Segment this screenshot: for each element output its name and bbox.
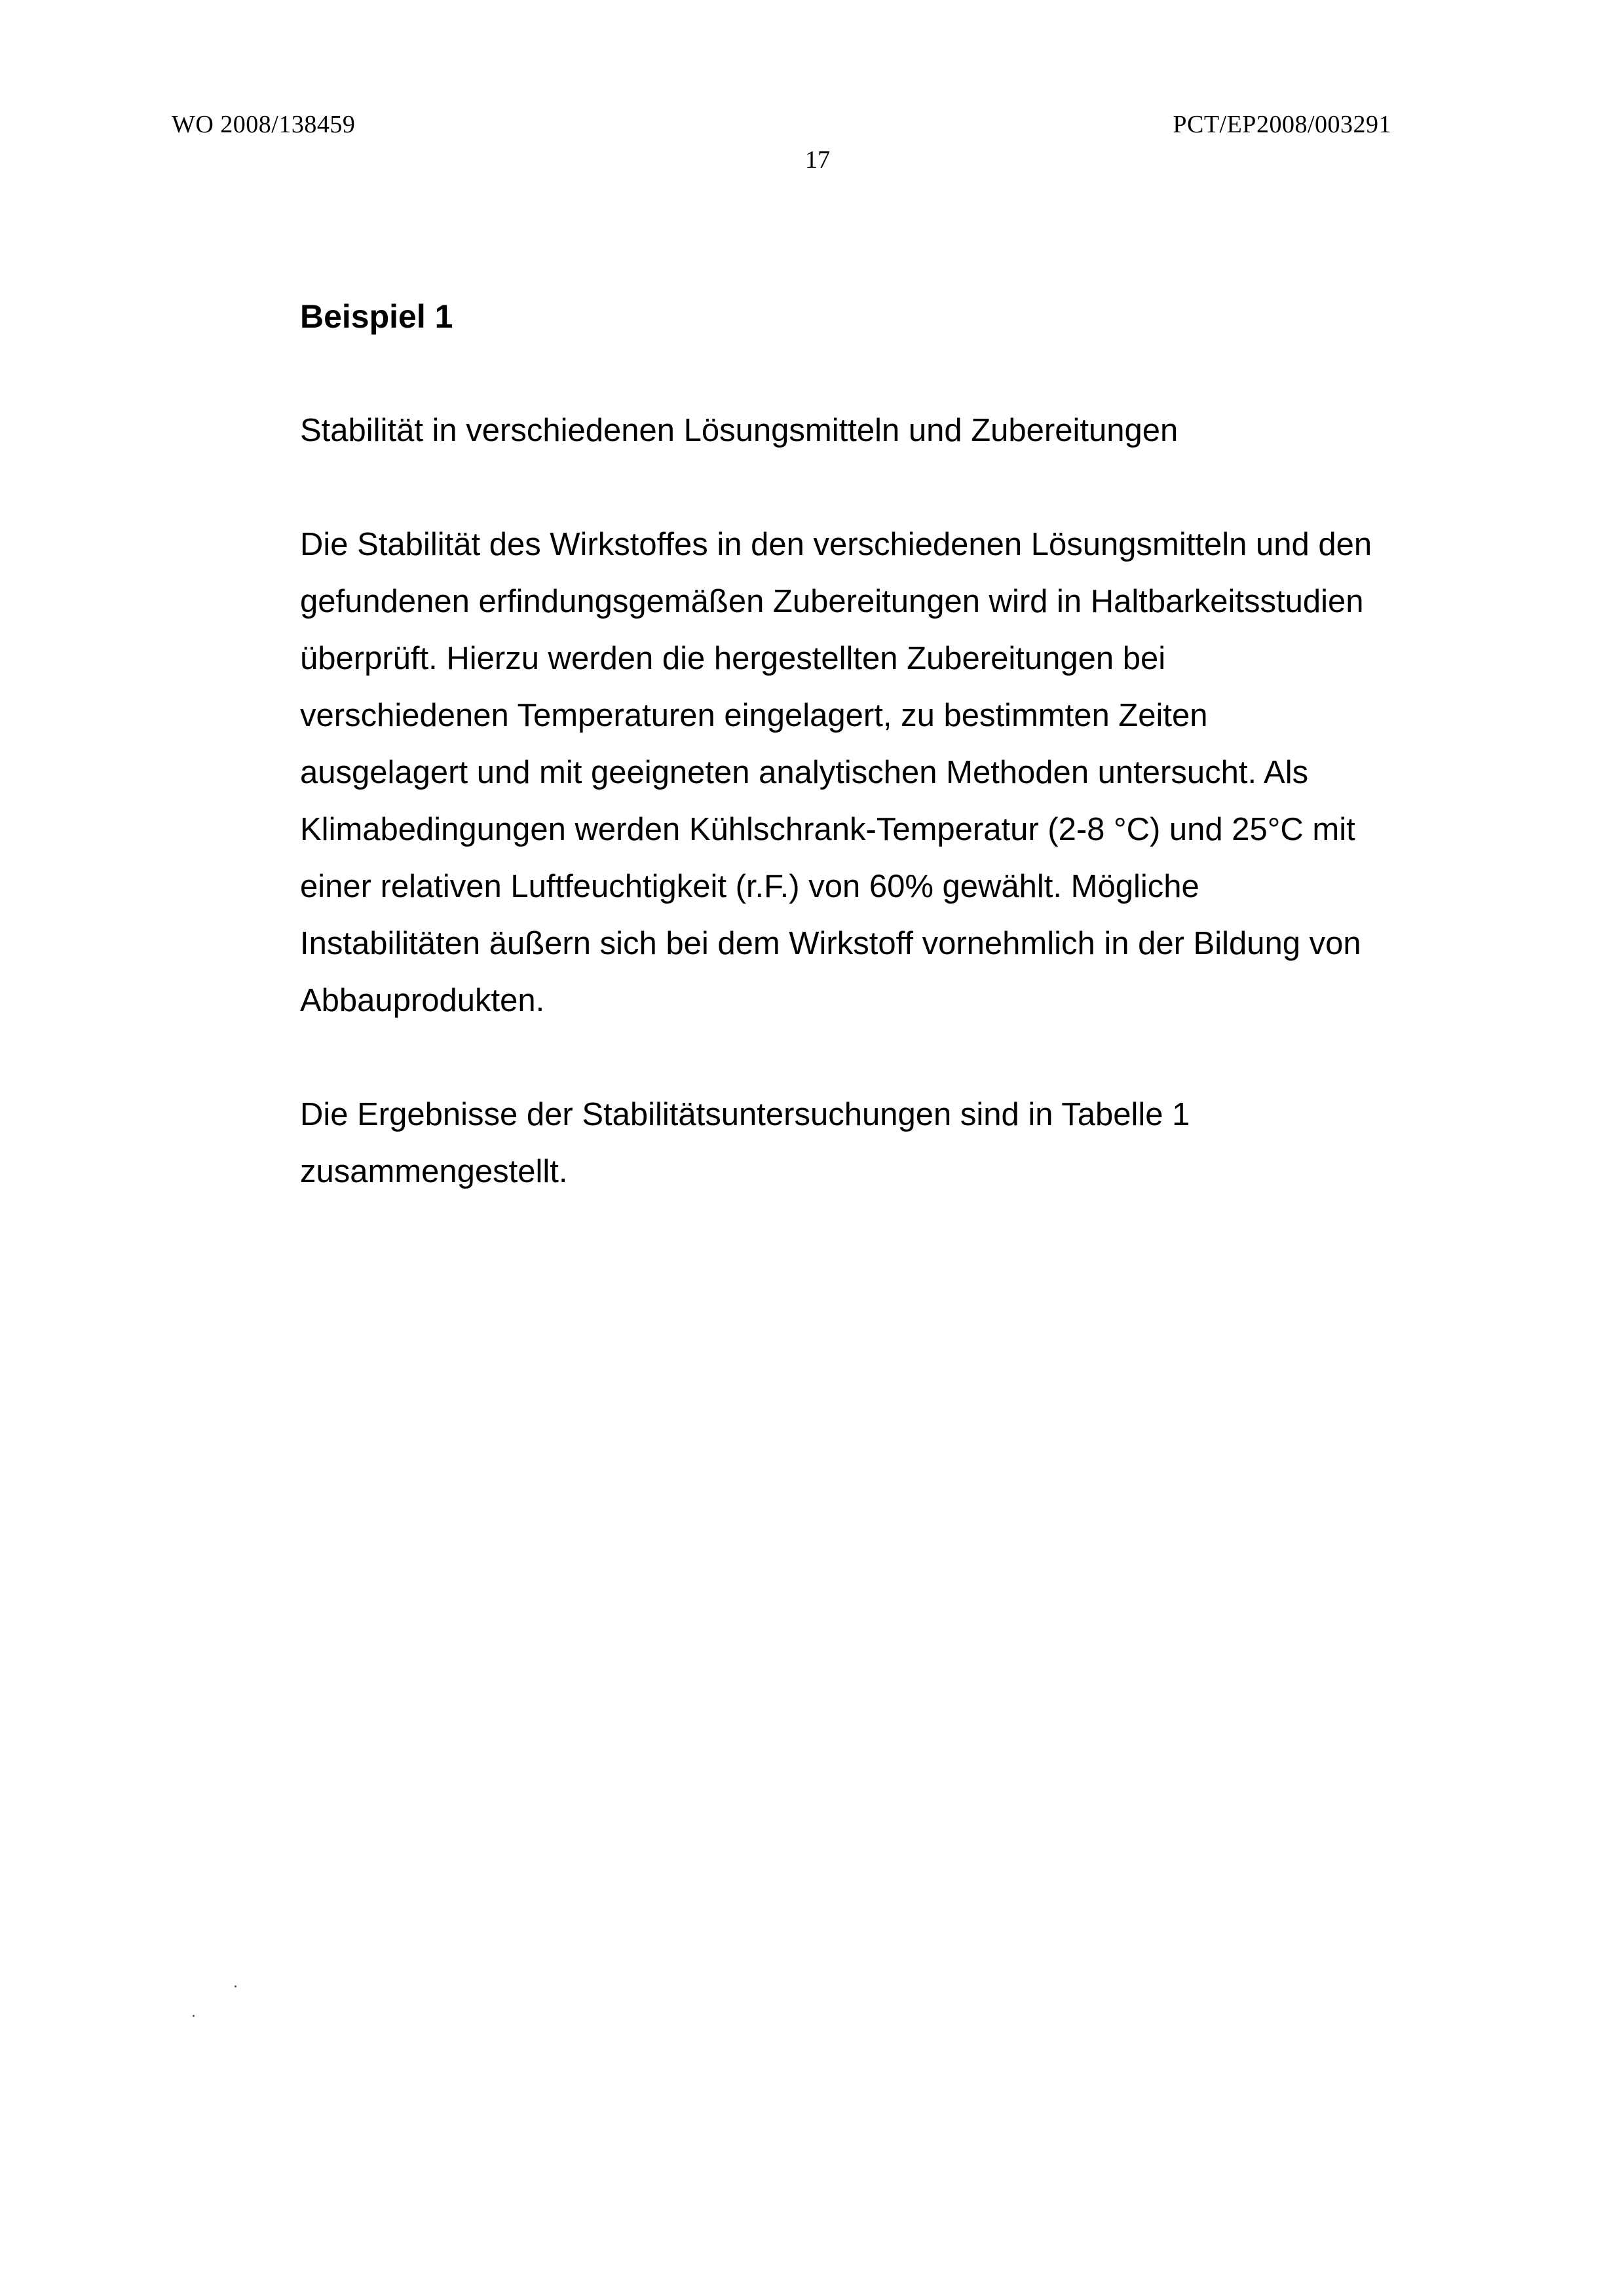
document-body (300, 288, 1446, 1200)
publication-number: WO 2008/138459 (172, 111, 356, 138)
scan-speck (193, 2015, 195, 2017)
page-number: 17 (805, 146, 830, 174)
text-line: überprüft. Hierzu werden die hergestellten Zubereitungen bei (300, 641, 1166, 676)
section-subtitle: Stabilität in verschiedenen Lösungsmitteln und Zubereitungen (300, 413, 1179, 448)
text-line: Instabilitäten äußern sich bei dem Wirkstoff vornehmlich in der Bildung von (300, 926, 1361, 961)
text-line: zusammengestellt. (300, 1154, 568, 1189)
text-line: einer relativen Luftfeuchtigkeit (r.F.) von 60% gewählt. Mögliche (300, 869, 1199, 904)
text-line: verschiedenen Temperaturen eingelagert, zu bestimmten Zeiten (300, 698, 1208, 733)
application-number: PCT/EP2008/003291 (1173, 111, 1391, 138)
example-heading: Beispiel 1 (300, 298, 453, 335)
paragraph-stability-description (300, 516, 1446, 1029)
text-line: Die Stabilität des Wirkstoffes in den verschiedenen Lösungsmitteln und den (300, 527, 1372, 562)
text-line: Die Ergebnisse der Stabilitätsuntersuchungen sind in Tabelle 1 (300, 1097, 1190, 1132)
text-line: ausgelagert und mit geeigneten analytischen Methoden untersucht. Als (300, 755, 1309, 790)
scan-speck (235, 1985, 236, 1987)
paragraph-results-reference (300, 1086, 1446, 1200)
text-line: Abbauprodukten. (300, 983, 545, 1018)
text-line: Klimabedingungen werden Kühlschrank-Temperatur (2-8 °C) und 25°C mit (300, 812, 1355, 847)
text-line: gefundenen erfindungsgemäßen Zubereitungen wird in Haltbarkeitsstudien (300, 584, 1364, 619)
